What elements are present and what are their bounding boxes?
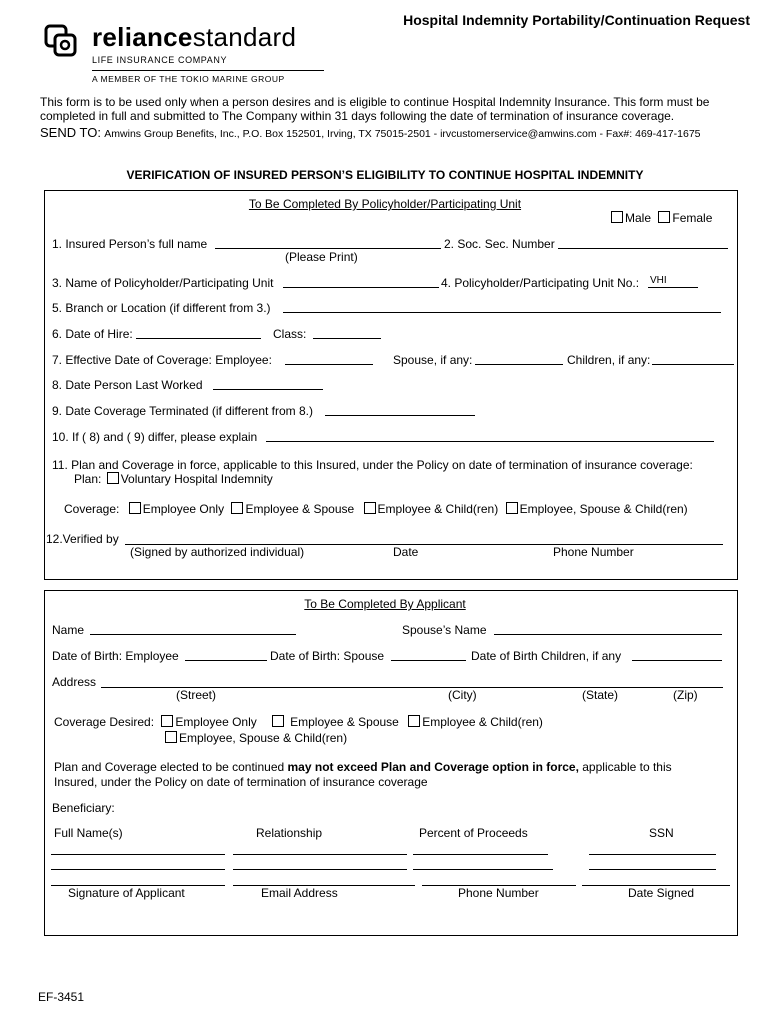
applicant-signature-field[interactable]	[51, 874, 225, 886]
form-number: EF-3451	[38, 990, 85, 1004]
q3-label: 3. Name of Policyholder/Participating Unit	[52, 276, 274, 290]
hire-date-field[interactable]	[136, 327, 261, 339]
beneficiary-percent-field-2[interactable]	[413, 858, 553, 870]
email-address-field[interactable]	[233, 874, 415, 886]
ap-employee-spouse-children-label: Employee, Spouse & Child(ren)	[179, 731, 348, 745]
q1-label: 1. Insured Person’s full name	[52, 237, 208, 251]
q12-date-note: Date	[393, 545, 419, 559]
last-worked-field[interactable]	[213, 378, 323, 390]
policyholder-name-field[interactable]	[283, 276, 439, 288]
phone-number-label: Phone Number	[458, 886, 539, 900]
q5-label: 5. Branch or Location (if different from 3.)	[52, 301, 271, 315]
ap-employee-only-checkbox[interactable]	[161, 715, 173, 727]
date-signed-label: Date Signed	[628, 886, 695, 900]
effective-date-employee-field[interactable]	[285, 353, 373, 365]
ap-employee-spouse-children-checkbox[interactable]	[165, 731, 177, 743]
insured-name-field[interactable]	[215, 237, 441, 249]
phone-number-field[interactable]	[422, 874, 576, 886]
col-ssn-header: SSN	[649, 826, 674, 840]
voluntary-hospital-checkbox[interactable]	[107, 472, 119, 484]
brand-subtitle: LIFE INSURANCE COMPANY	[92, 55, 228, 65]
q9-label: 9. Date Coverage Terminated (if different from 8.)	[52, 404, 314, 418]
branch-location-field[interactable]	[283, 301, 721, 313]
ph-employee-only-label: Employee Only	[142, 502, 225, 516]
q1-print-note: (Please Print)	[285, 250, 358, 264]
brand-divider	[92, 70, 324, 71]
col-relationship-header: Relationship	[256, 826, 323, 840]
applicant-coverage-row-2	[165, 731, 347, 745]
address-field[interactable]	[101, 676, 723, 688]
ap-employee-children-label: Employee & Child(ren)	[422, 715, 543, 729]
send-to-label: SEND TO:	[40, 125, 101, 140]
female-checkbox[interactable]	[658, 211, 670, 223]
ap-employee-spouse-checkbox[interactable]	[272, 715, 284, 727]
plan-note-line-1	[54, 760, 672, 774]
beneficiary-name-field-2[interactable]	[51, 858, 225, 870]
address-label: Address	[52, 675, 97, 689]
ap-employee-spouse-label: Employee & Spouse	[290, 715, 399, 729]
applicant-coverage-row	[54, 715, 543, 729]
section-title: VERIFICATION OF INSURED PERSON’S ELIGIBILITY TO CONTINUE HOSPITAL INDEMNITY	[126, 168, 644, 182]
ph-employee-spouse-label: Employee & Spouse	[245, 502, 355, 516]
ssn-field[interactable]	[558, 237, 728, 249]
ph-employee-children-label: Employee & Child(ren)	[377, 502, 499, 516]
coverage-terminated-field[interactable]	[325, 404, 475, 416]
brand-member-line: A MEMBER OF THE TOKIO MARINE GROUP	[92, 74, 285, 84]
spouse-name-label: Spouse’s Name	[402, 623, 487, 637]
ph-employee-children-checkbox[interactable]	[364, 502, 376, 514]
dob-children-label: Date of Birth Children, if any	[471, 649, 622, 663]
male-label: Male	[625, 211, 652, 225]
applicant-name-label: Name	[52, 623, 85, 637]
dob-employee-label: Date of Birth: Employee	[52, 649, 179, 663]
dob-children-field[interactable]	[632, 649, 722, 661]
beneficiary-relationship-field-1[interactable]	[233, 843, 407, 855]
q4-label: 4. Policyholder/Participating Unit No.:	[441, 276, 640, 290]
q12-label: 12.Verified by	[46, 532, 119, 546]
plan-note-text-1: Plan and Coverage elected to be continued	[54, 760, 288, 774]
q7-spouse-label: Spouse, if any:	[393, 353, 473, 367]
beneficiary-percent-field-1[interactable]	[413, 843, 548, 855]
ph-employee-only-checkbox[interactable]	[129, 502, 141, 514]
plan-note-text-2: applicable to this	[578, 760, 672, 774]
street-note: (Street)	[176, 688, 217, 702]
form-title: Hospital Indemnity Portability/Continuation Request	[403, 12, 750, 28]
email-address-label: Email Address	[261, 886, 338, 900]
coverage-desired-label: Coverage Desired:	[54, 715, 155, 729]
explain-field[interactable]	[266, 430, 714, 442]
brand-name-light: standard	[192, 22, 297, 52]
q11-plan-row	[74, 472, 273, 486]
ph-employee-spouse-children-checkbox[interactable]	[506, 502, 518, 514]
voluntary-hospital-label: Voluntary Hospital Indemnity	[120, 472, 273, 486]
gender-options	[611, 211, 712, 225]
beneficiary-ssn-field-1[interactable]	[589, 843, 716, 855]
signature-applicant-label: Signature of Applicant	[68, 886, 185, 900]
intro-text: This form is to be used only when a person desires and is eligible to continue Hospital Indemnity Insurance. This form must be completed in full and submitted to The Company within 31 days following the date of termination of insurance coverage.	[40, 95, 710, 123]
verified-by-field[interactable]	[125, 533, 723, 545]
plan-note-line-2: Insured, under the Policy on date of termination of insurance coverage	[54, 775, 428, 789]
city-note: (City)	[448, 688, 477, 702]
beneficiary-label: Beneficiary:	[52, 801, 115, 815]
col-fullname-header: Full Name(s)	[54, 826, 123, 840]
dob-spouse-field[interactable]	[391, 649, 466, 661]
brand-name-bold: reliance	[92, 22, 193, 52]
plan-note-bold: may not exceed Plan and Coverage option in force,	[287, 760, 579, 774]
unit-number-value: VHI	[650, 275, 667, 286]
policyholder-heading: To Be Completed By Policyholder/Participating Unit	[248, 197, 522, 211]
q12-signed-note: (Signed by authorized individual)	[130, 545, 305, 559]
dob-employee-field[interactable]	[185, 649, 267, 661]
q10-label: 10. If ( 8) and ( 9) differ, please explain	[52, 430, 258, 444]
q2-label: 2. Soc. Sec. Number	[444, 237, 555, 251]
reliance-logo-icon	[44, 24, 78, 58]
spouse-name-field[interactable]	[494, 623, 722, 635]
male-checkbox[interactable]	[611, 211, 623, 223]
q12-phone-note: Phone Number	[553, 545, 634, 559]
policyholder-coverage-row	[64, 502, 688, 516]
beneficiary-relationship-field-2[interactable]	[233, 858, 407, 870]
effective-date-spouse-field[interactable]	[475, 353, 563, 365]
class-field[interactable]	[313, 327, 381, 339]
q11-label: 11. Plan and Coverage in force, applicable to this Insured, under the Policy on date of termination of insurance coverage:	[52, 458, 693, 472]
ph-employee-spouse-children-label: Employee, Spouse & Child(ren)	[519, 502, 688, 516]
q6-class-label: Class:	[273, 327, 307, 341]
policyholder-coverage-label: Coverage:	[64, 502, 120, 516]
send-to-line	[40, 125, 701, 140]
date-signed-field[interactable]	[582, 874, 730, 886]
q7-children-label: Children, if any:	[567, 353, 651, 367]
col-percent-header: Percent of Proceeds	[419, 826, 528, 840]
dob-spouse-label: Date of Birth: Spouse	[270, 649, 385, 663]
beneficiary-ssn-field-2[interactable]	[589, 858, 716, 870]
zip-note: (Zip)	[673, 688, 698, 702]
brand-name	[92, 22, 296, 53]
state-note: (State)	[582, 688, 619, 702]
ap-employee-children-checkbox[interactable]	[408, 715, 420, 727]
applicant-name-field[interactable]	[90, 623, 296, 635]
applicant-heading: To Be Completed By Applicant	[304, 597, 466, 611]
q8-label: 8. Date Person Last Worked	[52, 378, 203, 392]
ap-employee-only-label: Employee Only	[175, 715, 257, 729]
effective-date-children-field[interactable]	[652, 353, 734, 365]
beneficiary-name-field-1[interactable]	[51, 843, 225, 855]
q6-label: 6. Date of Hire:	[52, 327, 133, 341]
send-to-address: Amwins Group Benefits, Inc., P.O. Box 152501, Irving, TX 75015-2501 - irvcustomerservice@amwins.com - Fax#: 469-417-1675	[104, 128, 701, 140]
female-label: Female	[672, 211, 713, 225]
q11-plan-label: Plan:	[74, 472, 102, 486]
q7-label: 7. Effective Date of Coverage: Employee:	[52, 353, 272, 367]
ph-employee-spouse-checkbox[interactable]	[231, 502, 243, 514]
